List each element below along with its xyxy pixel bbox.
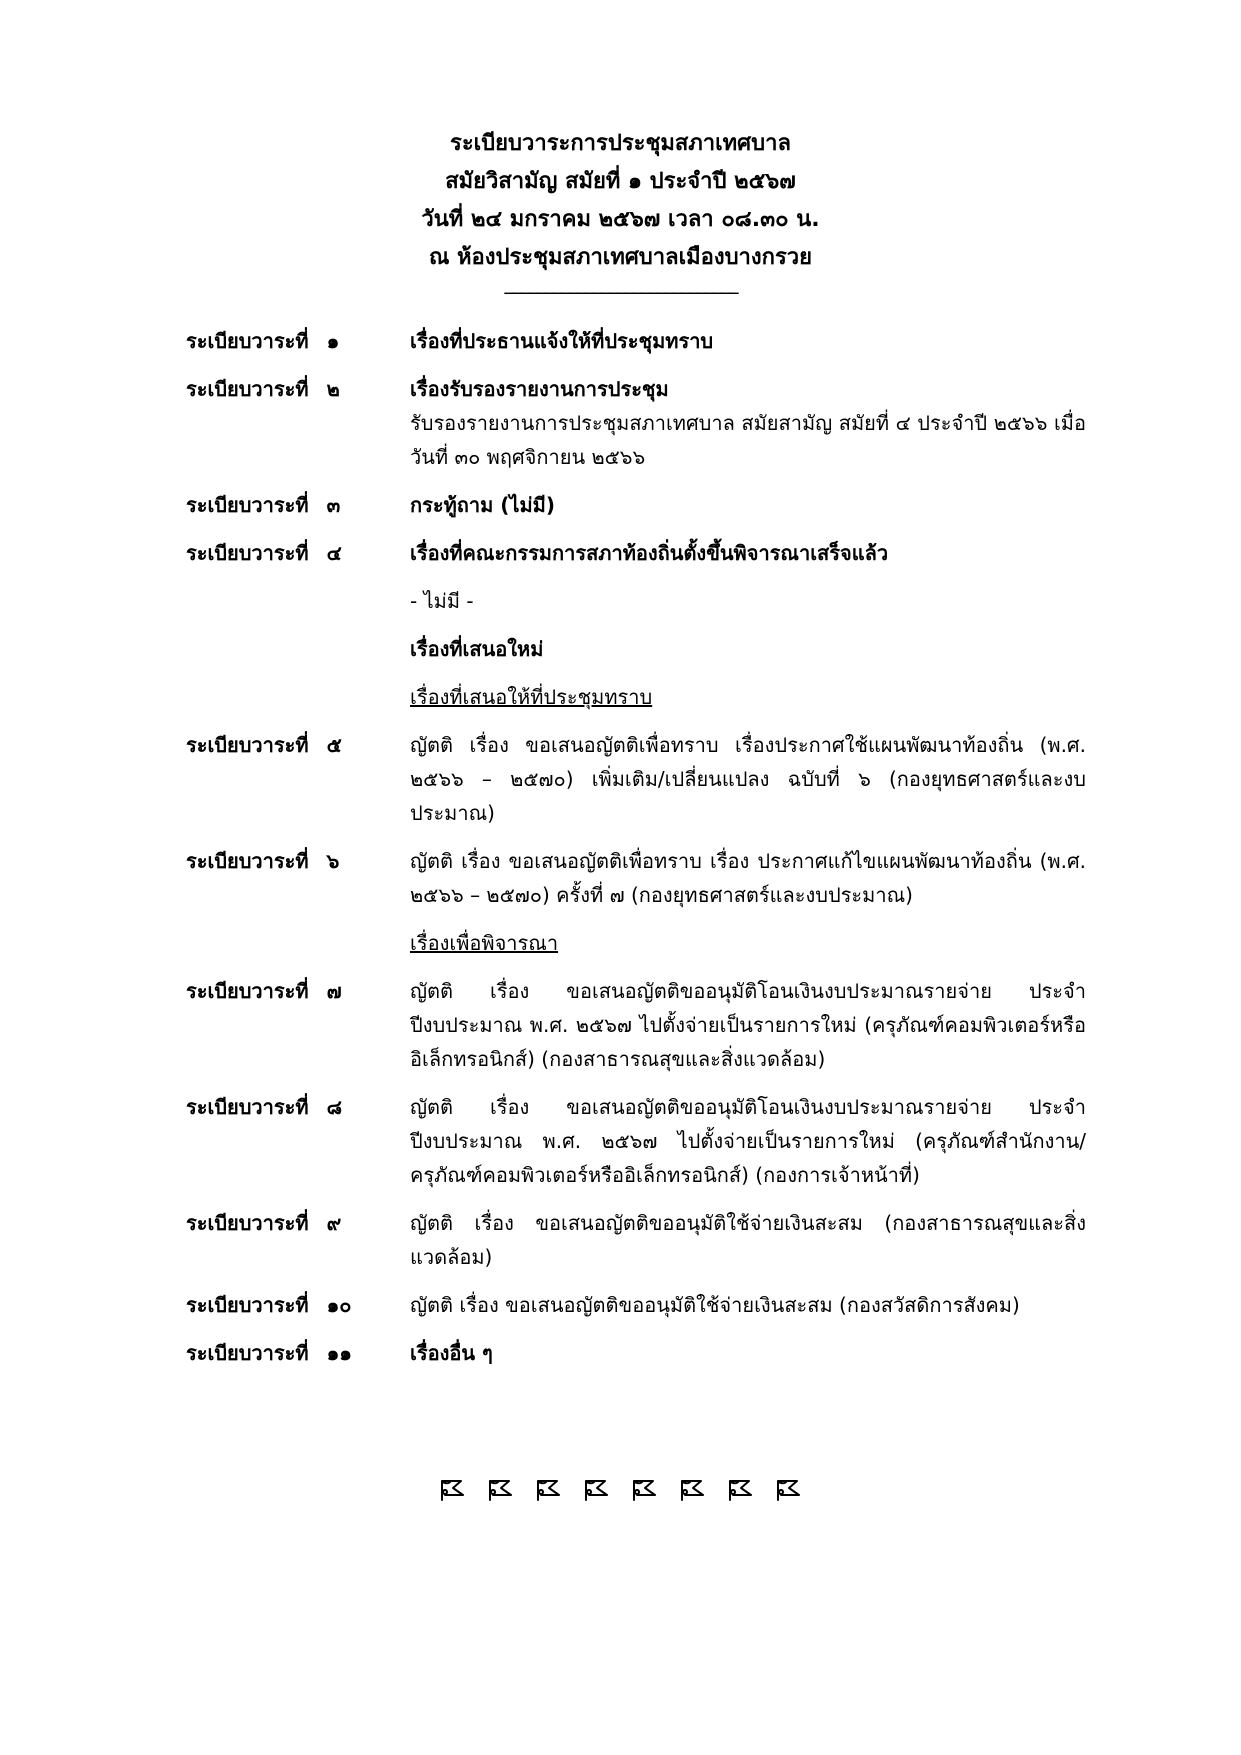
agenda-item-9 xyxy=(186,1206,1086,1274)
agenda-number: ๙ xyxy=(326,1211,342,1235)
agenda-label: ระเบียบวาระที่ ๙ xyxy=(186,1206,396,1240)
agenda-item-1 xyxy=(186,324,1086,358)
agenda-item-8 xyxy=(186,1090,1086,1192)
agenda-text: ญัตติ เรื่อง ขอเสนอญัตติขออนุมัติโอนเงินงบประมาณรายจ่าย ประจำปีงบประมาณ พ.ศ. ๒๕๖๗ ไปตั้งจ่ายเป็นรายการใหม่ (ครุภัณฑ์สำนักงาน/ครุภัณฑ์คอมพิวเตอร์หรืออิเล็กทรอนิกส์) (กองการเจ้าหน้าที่) xyxy=(410,1095,1086,1187)
agenda-item-11 xyxy=(186,1336,1086,1370)
agenda-number: ๓ xyxy=(326,493,341,517)
agenda-label: ระเบียบวาระที่ ๑๐ xyxy=(186,1288,396,1322)
for-information-heading: เรื่องที่เสนอให้ที่ประชุมทราบ xyxy=(410,685,653,709)
thai-fongman-ornament-icon xyxy=(727,1478,755,1502)
agenda-text: ญัตติ เรื่อง ขอเสนอญัตติขออนุมัติใช้จ่ายเงินสะสม (กองสวัสดิการสังคม) xyxy=(410,1293,1020,1317)
agenda-label: ระเบียบวาระที่ ๒ xyxy=(186,372,396,406)
agenda-number: ๑๐ xyxy=(326,1293,352,1317)
agenda-text: ญัตติ เรื่อง ขอเสนอญัตติขออนุมัติใช้จ่ายเงินสะสม (กองสาธารณสุขและสิ่งแวดล้อม) xyxy=(410,1211,1086,1269)
agenda-title: เรื่องอื่น ๆ xyxy=(410,1341,493,1365)
agenda-title: กระทู้ถาม (ไม่มี) xyxy=(410,493,555,517)
agenda-list xyxy=(186,324,1086,1384)
agenda-item-7 xyxy=(186,974,1086,1076)
thai-fongman-ornament-icon xyxy=(631,1478,659,1502)
agenda-item-2 xyxy=(186,372,1086,474)
agenda-item-5 xyxy=(186,728,1086,830)
header-title: ระเบียบวาระการประชุมสภาเทศบาล xyxy=(450,131,791,156)
agenda-number: ๗ xyxy=(326,979,342,1003)
header-datetime: วันที่ ๒๔ มกราคม ๒๕๖๗ เวลา ๐๘.๓๐ น. xyxy=(421,207,820,232)
thai-fongman-ornament-icon xyxy=(583,1478,611,1502)
agenda-label: ระเบียบวาระที่ ๔ xyxy=(186,536,396,570)
agenda-label: ระเบียบวาระที่ ๖ xyxy=(186,844,396,878)
agenda-label: ระเบียบวาระที่ ๑๑ xyxy=(186,1336,396,1370)
agenda-title: เรื่องรับรองรายงานการประชุม xyxy=(410,377,669,401)
thai-fongman-ornament-icon xyxy=(775,1478,803,1502)
new-matters-heading: เรื่องที่เสนอใหม่ xyxy=(410,637,544,661)
agenda-number: ๘ xyxy=(326,1095,342,1119)
agenda-title: เรื่องที่คณะกรรมการสภาท้องถิ่นตั้งขึ้นพิจารณาเสร็จแล้ว xyxy=(410,541,889,565)
agenda-number: ๔ xyxy=(326,541,342,565)
agenda-item-4 xyxy=(186,536,1086,714)
agenda-item-10 xyxy=(186,1288,1086,1322)
header-divider: _____________________________ xyxy=(504,270,737,294)
agenda-label: ระเบียบวาระที่ ๘ xyxy=(186,1090,396,1124)
agenda-label: ระเบียบวาระที่ ๓ xyxy=(186,488,396,522)
thai-fongman-ornament-icon xyxy=(535,1478,563,1502)
document-header xyxy=(0,125,1241,293)
agenda-item-6 xyxy=(186,844,1086,960)
agenda-text: ญัตติ เรื่อง ขอเสนอญัตติเพื่อทราบ เรื่องประกาศใช้แผนพัฒนาท้องถิ่น (พ.ศ. ๒๕๖๖ – ๒๕๗๐) เพิ่มเติม/เปลี่ยนแปลง ฉบับที่ ๖ (กองยุทธศาสตร์และงบประมาณ) xyxy=(410,733,1086,825)
agenda-number: ๑๑ xyxy=(326,1341,352,1365)
header-session: สมัยวิสามัญ สมัยที่ ๑ ประจำปี ๒๕๖๗ xyxy=(445,169,796,194)
agenda-number: ๖ xyxy=(326,849,340,873)
agenda-text: ญัตติ เรื่อง ขอเสนอญัตติเพื่อทราบ เรื่อง ประกาศแก้ไขแผนพัฒนาท้องถิ่น (พ.ศ. ๒๕๖๖ – ๒๕๗๐) ครั้งที่ ๗ (กองยุทธศาสตร์และงบประมาณ) xyxy=(410,849,1086,907)
agenda-label: ระเบียบวาระที่ ๕ xyxy=(186,728,396,762)
thai-fongman-ornament-icon xyxy=(487,1478,515,1502)
thai-fongman-ornament-icon xyxy=(679,1478,707,1502)
agenda-item-3 xyxy=(186,488,1086,522)
for-consideration-heading: เรื่องเพื่อพิจารณา xyxy=(410,931,559,955)
thai-fongman-ornament-icon xyxy=(439,1478,467,1502)
agenda-label: ระเบียบวาระที่ ๑ xyxy=(186,324,396,358)
agenda-number: ๒ xyxy=(326,377,340,401)
agenda-number: ๑ xyxy=(326,329,340,353)
none-text: - ไม่มี - xyxy=(410,589,474,613)
footer-ornaments xyxy=(0,1478,1241,1502)
agenda-number: ๕ xyxy=(326,733,342,757)
agenda-text: ญัตติ เรื่อง ขอเสนอญัตติขออนุมัติโอนเงินงบประมาณรายจ่าย ประจำปีงบประมาณ พ.ศ. ๒๕๖๗ ไปตั้งจ่ายเป็นรายการใหม่ (ครุภัณฑ์คอมพิวเตอร์หรืออิเล็กทรอนิกส์) (กองสาธารณสุขและสิ่งแวดล้อม) xyxy=(410,979,1086,1071)
agenda-detail: รับรองรายงานการประชุมสภาเทศบาล สมัยสามัญ สมัยที่ ๔ ประจำปี ๒๕๖๖ เมื่อวันที่ ๓๐ พฤศจิกายน ๒๕๖๖ xyxy=(410,411,1086,469)
agenda-label: ระเบียบวาระที่ ๗ xyxy=(186,974,396,1008)
agenda-title: เรื่องที่ประธานแจ้งให้ที่ประชุมทราบ xyxy=(410,329,714,353)
header-venue: ณ ห้องประชุมสภาเทศบาลเมืองบางกรวย xyxy=(428,245,813,270)
